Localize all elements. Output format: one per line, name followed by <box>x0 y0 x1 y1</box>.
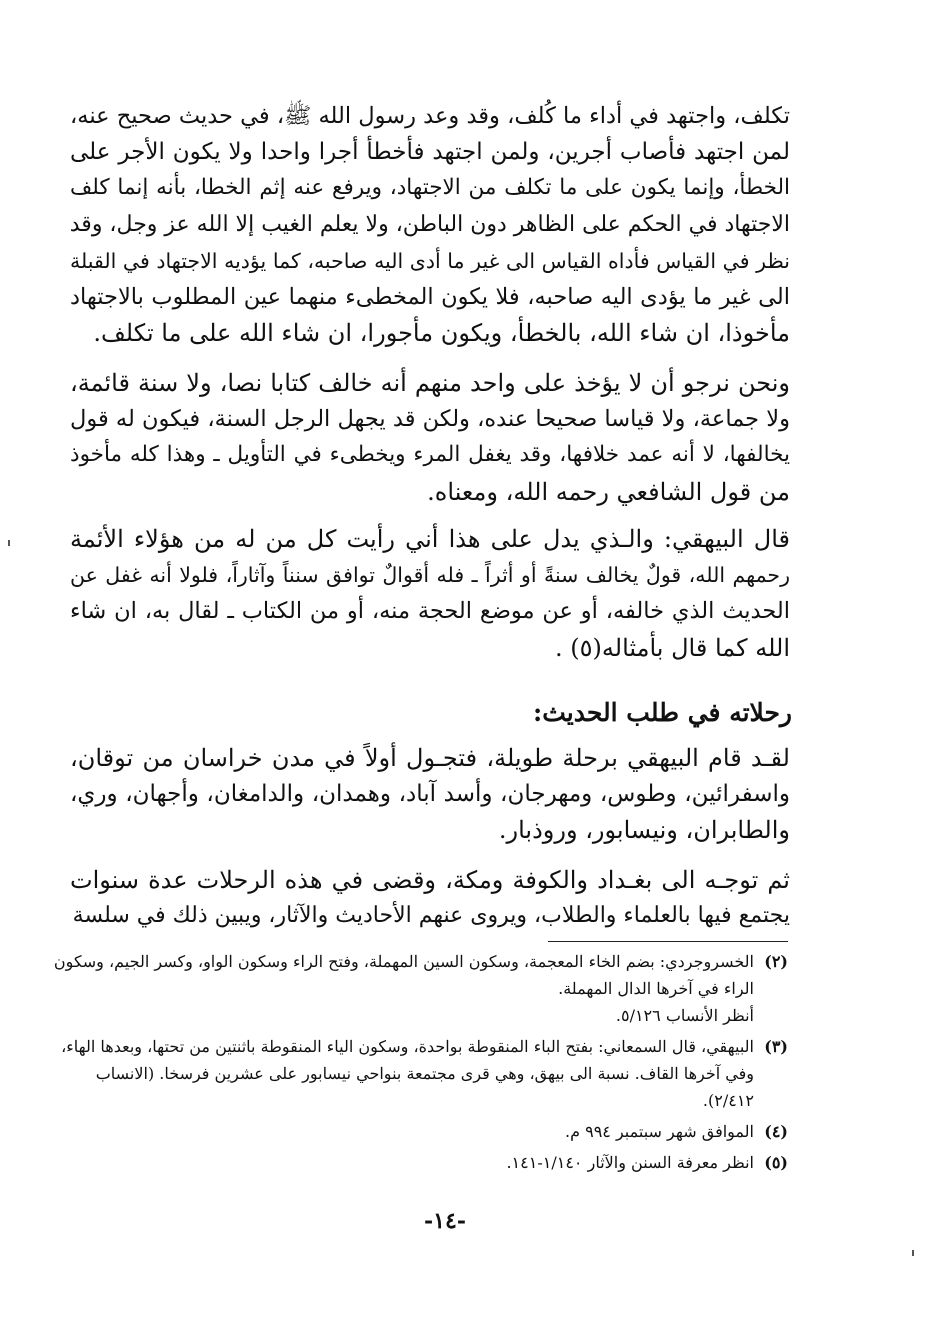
footnotes <box>53 948 788 1180</box>
paragraph-4 <box>70 740 790 849</box>
footnote-number: (٣) <box>764 1037 788 1056</box>
footnote-line: الراء في آخرها الدال المهملة. <box>558 979 754 998</box>
text-line: تكلف، واجتهد في أداء ما كُلف، وقد وعد رسول الله ﷺ، في حديث صحيح عنه، <box>70 103 790 129</box>
text-line: الحديث الذي خالفه، أو عن موضع الحجة منه، أو من الكتاب ـ لقال به، ان شاء <box>70 598 790 625</box>
paragraph-1 <box>70 98 790 351</box>
text-line: ثم توجـه الى بغـداد والكوفة ومكة، وقضى في هذه الرحلات عدة سنوات <box>70 866 790 894</box>
footnote-5 <box>80 1149 788 1176</box>
footnote-number: (٢) <box>764 952 788 971</box>
text-line: رحمهم الله، قولٌ يخالف سنةً أو أثراً ـ فله أقوالٌ توافق سنناً وآثاراً، فلولا أنه غفل عن <box>70 563 790 588</box>
footnote-number: (٥) <box>764 1153 788 1172</box>
text-line: نظر في القياس فأداه القياس الى غير ما أدى اليه صاحبه، كما يؤديه الاجتهاد في القبلة <box>70 248 790 273</box>
footnote-text <box>80 1149 754 1176</box>
footnote-line: البيهقي، قال السمعاني: بفتح الباء المنقوطة بواحدة، وسكون الياء المنقوطة باثنتين من تحتها، وبعدها الهاء، <box>61 1037 754 1056</box>
text-line: يخالفها، لا أنه عمد خلافها، وقد يغفل المرء ويخطىء في التأويل ـ وهذا كله مأخوذ <box>70 442 790 468</box>
text-line: ولا جماعة، ولا قياسا صحيحا عنده، ولكن قد يجهل الرجل السنة، فيكون له قول <box>70 406 790 433</box>
footnote-line: الخسروجردي: بضم الخاء المعجمة، وسكون السين المهملة، وفتح الراء وسكون الواو، وكسر الجيم، وسكون <box>53 952 754 971</box>
text-line: لقـد قام البيهقي برحلة طويلة، فتجـول أولاً في مدن خراسان من توقان، <box>70 744 790 772</box>
text-line: من قول الشافعي رحمه الله، ومعناه. <box>427 477 790 506</box>
text-line: الاجتهاد في الحكم على الظاهر دون الباطن، ولا يعلم الغيب إلا الله عز وجل، وقد <box>69 211 790 237</box>
footnote-number: (٤) <box>764 1122 788 1141</box>
footnote-text <box>80 1118 754 1145</box>
text-line: لمن اجتهد فأصاب أجرين، ولمن اجتهد فأخطأ أجرا واحدا ولا يكون الأجر على <box>70 139 790 166</box>
text-line: يجتمع فيها بالعلماء والطلاب، ويروى عنهم الأحاديث والآثار، ويبين ذلك في سلسة <box>72 903 790 929</box>
footnote-line: ٢/٤١٢). <box>702 1091 754 1110</box>
footnote-line: وفي آخرها القاف. نسبة الى بيهق، وهي قرى مجتمعة بنواحي نيسابور على عشرين فرسخا. (الانساب <box>95 1064 754 1083</box>
footnote-text <box>61 1033 754 1114</box>
page-number: -١٤- <box>424 1208 466 1234</box>
paragraph-3 <box>70 521 790 666</box>
footnote-line: الموافق شهر سبتمبر ٩٩٤ م. <box>565 1122 754 1141</box>
text-line: واسفرائين، وطوس، ومهرجان، وأسد آباد، وهمدان، والدامغان، وأجهان، وري، <box>70 781 790 808</box>
paragraph-2 <box>70 365 790 510</box>
text-line: والطابران، ونيسابور، وروذبار. <box>498 816 790 845</box>
footnote-line: انظر معرفة السنن والآثار ١/١٤٠-١٤١. <box>506 1153 754 1172</box>
footnote-3 <box>61 1033 788 1114</box>
footnote-line: أنظر الأنساب ٥/١٢٦. <box>615 1006 754 1025</box>
footnote-text <box>54 948 754 1029</box>
scan-speck <box>912 1250 914 1256</box>
footnote-4 <box>80 1118 788 1145</box>
text-line: قال البيهقي: والـذي يدل على هذا أني رأيت كل من له من هؤلاء الأئمة <box>70 525 790 553</box>
text-line: ونحن نرجو أن لا يؤخذ على واحد منهم أنه خالف كتابا نصا، ولا سنة قائمة، <box>70 369 790 397</box>
paragraph-5 <box>70 862 790 934</box>
footnote-2 <box>53 948 788 1029</box>
footnote-divider <box>548 941 788 942</box>
text-line: الى غير ما يؤدى اليه صاحبه، فلا يكون المخطىء منهما عين المطلوب بالاجتهاد <box>70 284 790 311</box>
text-line: الخطأ، وإنما يكون على ما تكلف من الاجتهاد، ويرفع عنه إثم الخطا، بأنه إنما كلف <box>70 175 790 201</box>
text-line: مأخوذا، ان شاء الله، بالخطأ، ويكون مأجورا، ان شاء الله على ما تكلف. <box>93 319 790 348</box>
section-heading: رحلاته في طلب الحديث: <box>533 698 792 727</box>
scan-speck <box>8 540 10 546</box>
text-line: الله كما قال بأمثاله(٥) . <box>555 633 790 662</box>
